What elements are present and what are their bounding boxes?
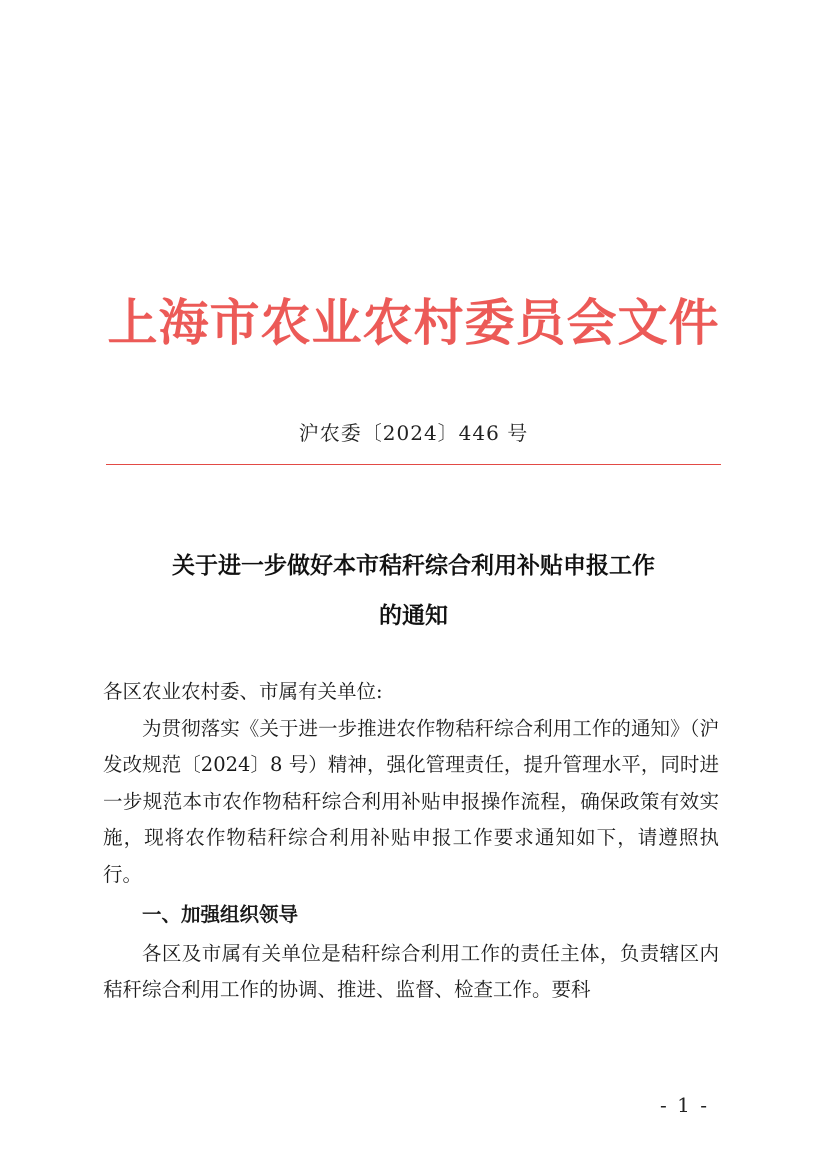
body-paragraph-1: 为贯彻落实《关于进一步推进农作物秸秆综合利用工作的通知》（沪发改规范〔2024〕8 号）精神，强化管理责任，提升管理水平，同时进一步规范本市农作物秸秆综合利用补贴申报操作流程，确保政策有效实施，现将农作物秸秆综合利用补贴申报工作要求通知如下，请遵照执行。	[103, 716, 719, 886]
document-number: 沪农委〔2024〕446 号	[298, 421, 529, 445]
document-body	[103, 674, 719, 1009]
page-number: - 1 -	[660, 1093, 709, 1117]
body-paragraph-2: 各区及市属有关单位是秸秆综合利用工作的责任主体，负责辖区内秸秆综合利用工作的协调、推进、监督、检查工作。要科	[103, 941, 719, 1001]
notice-title-line1: 关于进一步做好本市秸秆综合利用补贴申报工作	[172, 552, 655, 579]
issuing-authority-title: 上海市农业农村委员会文件	[107, 293, 720, 352]
notice-title-line2: 的通知	[379, 602, 448, 629]
red-divider-line	[106, 464, 721, 465]
section-heading-1: 一、加强组织领导	[142, 903, 299, 926]
salutation: 各区农业农村委、市属有关单位:	[103, 680, 383, 703]
